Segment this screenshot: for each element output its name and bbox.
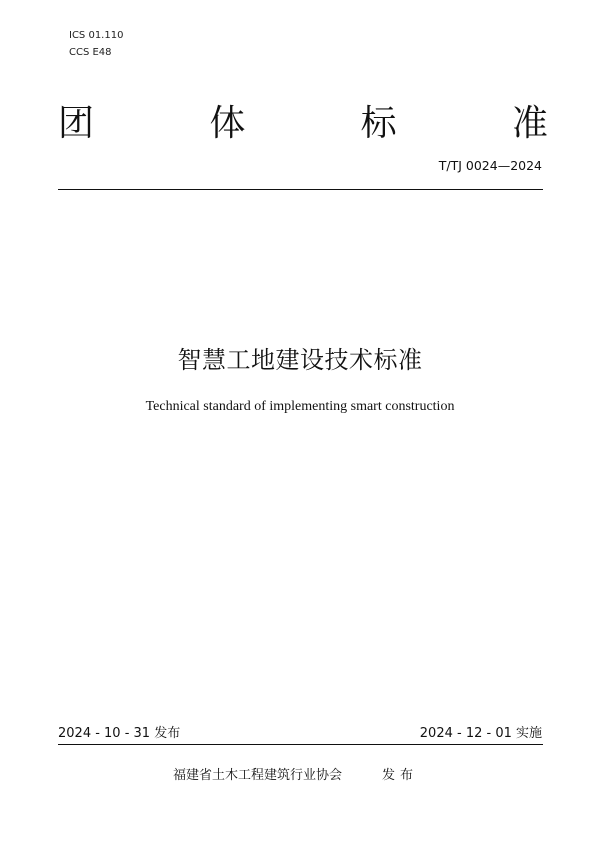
document-title-english: Technical standard of implementing smart construction (145, 399, 455, 414)
issuing-organization: 福建省土木工程建筑行业协会 (173, 768, 343, 783)
ics-code: ICS 01.110 (69, 30, 124, 41)
publish-date: 2024 - 10 - 31 发布 (58, 726, 181, 741)
document-title-chinese: 智慧工地建设技术标准 (177, 346, 423, 374)
issuing-verb: 发布 (382, 768, 419, 783)
standard-type-heading (58, 100, 548, 148)
standard-type-char: 标 (360, 103, 397, 144)
standard-type-char: 准 (511, 103, 548, 144)
standard-type-char: 体 (209, 103, 246, 144)
top-divider (58, 189, 543, 190)
standard-number: T/TJ 0024—2024 (438, 158, 542, 173)
ccs-code: CCS E48 (69, 47, 112, 58)
bottom-divider (58, 744, 543, 745)
classification-codes (69, 27, 123, 61)
effective-date: 2024 - 12 - 01 实施 (419, 726, 542, 741)
standard-type-char: 团 (58, 103, 95, 144)
